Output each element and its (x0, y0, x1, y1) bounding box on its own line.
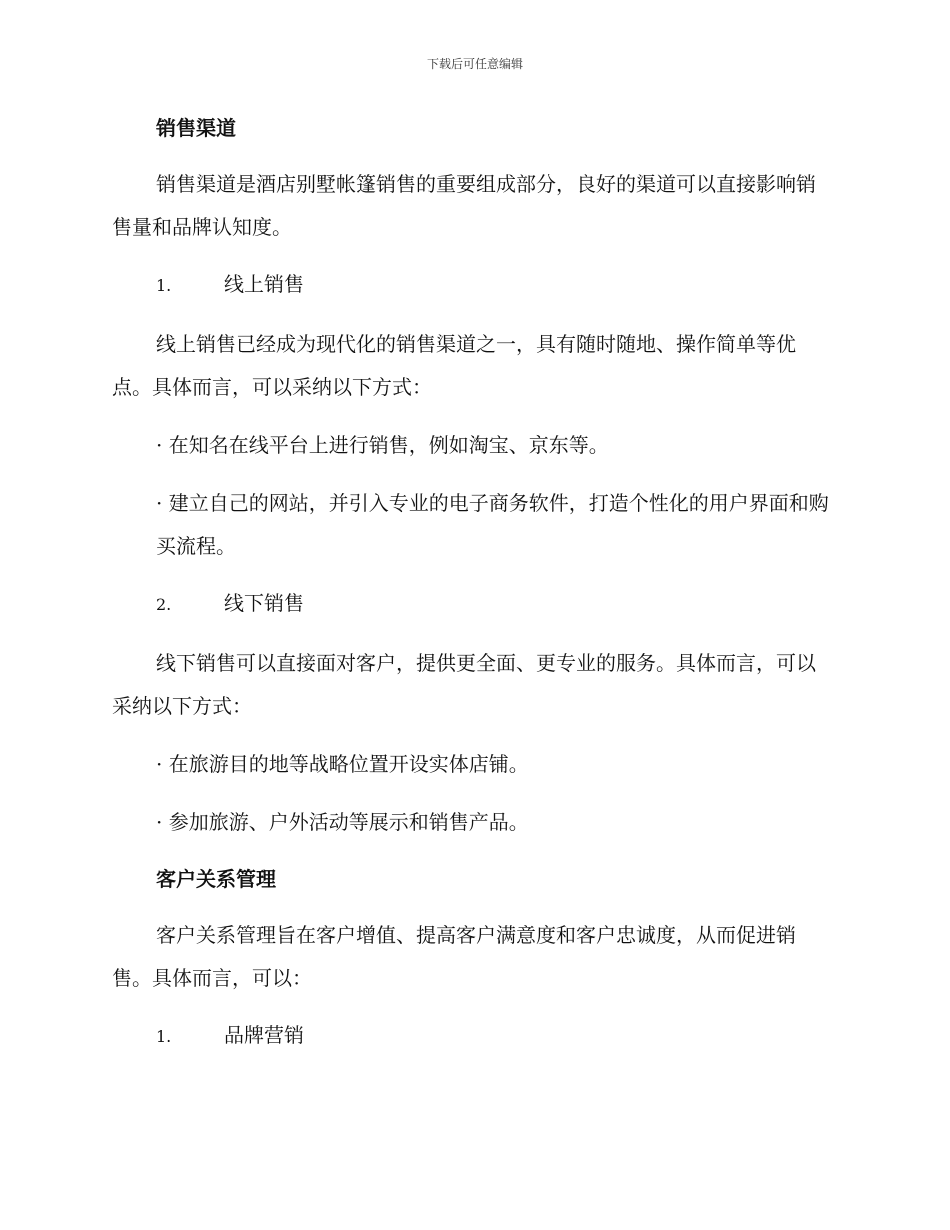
bullet-events: · 参加旅游、户外活动等展示和销售产品。 (156, 810, 529, 834)
section-heading-sales-channels: 销售渠道 (156, 116, 236, 140)
bullet-physical-stores: · 在旅游目的地等战略位置开设实体店铺。 (156, 752, 529, 776)
list-item-label: 品牌营销 (224, 1023, 304, 1047)
paragraph-online-sales: 线上销售已经成为现代化的销售渠道之一，具有随时随地、操作简单等优点。具体而言，可以采纳以下方式： (112, 332, 796, 399)
list-item-label: 线下销售 (224, 591, 304, 615)
list-item-offline-sales (112, 583, 834, 625)
list-item-brand-marketing (112, 1015, 834, 1057)
list-number: 2. (156, 595, 172, 614)
list-number: 1. (156, 276, 172, 295)
paragraph-offline-sales: 线下销售可以直接面对客户，提供更全面、更专业的服务。具体而言，可以采纳以下方式： (112, 651, 816, 718)
bullet-online-platforms: · 在知名在线平台上进行销售，例如淘宝、京东等。 (156, 433, 609, 457)
paragraph-sales-channels-intro: 销售渠道是酒店别墅帐篷销售的重要组成部分，良好的渠道可以直接影响销售量和品牌认知度。 (112, 172, 816, 239)
list-number: 1. (156, 1027, 172, 1046)
document-body (112, 108, 834, 1074)
list-item-label: 线上销售 (224, 272, 304, 296)
paragraph-crm-intro: 客户关系管理旨在客户增值、提高客户满意度和客户忠诚度，从而促进销售。具体而言，可以： (112, 923, 796, 990)
list-item-online-sales (112, 264, 834, 306)
header-note: 下载后可任意编辑 (426, 57, 523, 71)
bullet-own-website: · 建立自己的网站，并引入专业的电子商务软件，打造个性化的用户界面和购买流程。 (156, 491, 829, 558)
section-heading-crm: 客户关系管理 (156, 867, 276, 891)
